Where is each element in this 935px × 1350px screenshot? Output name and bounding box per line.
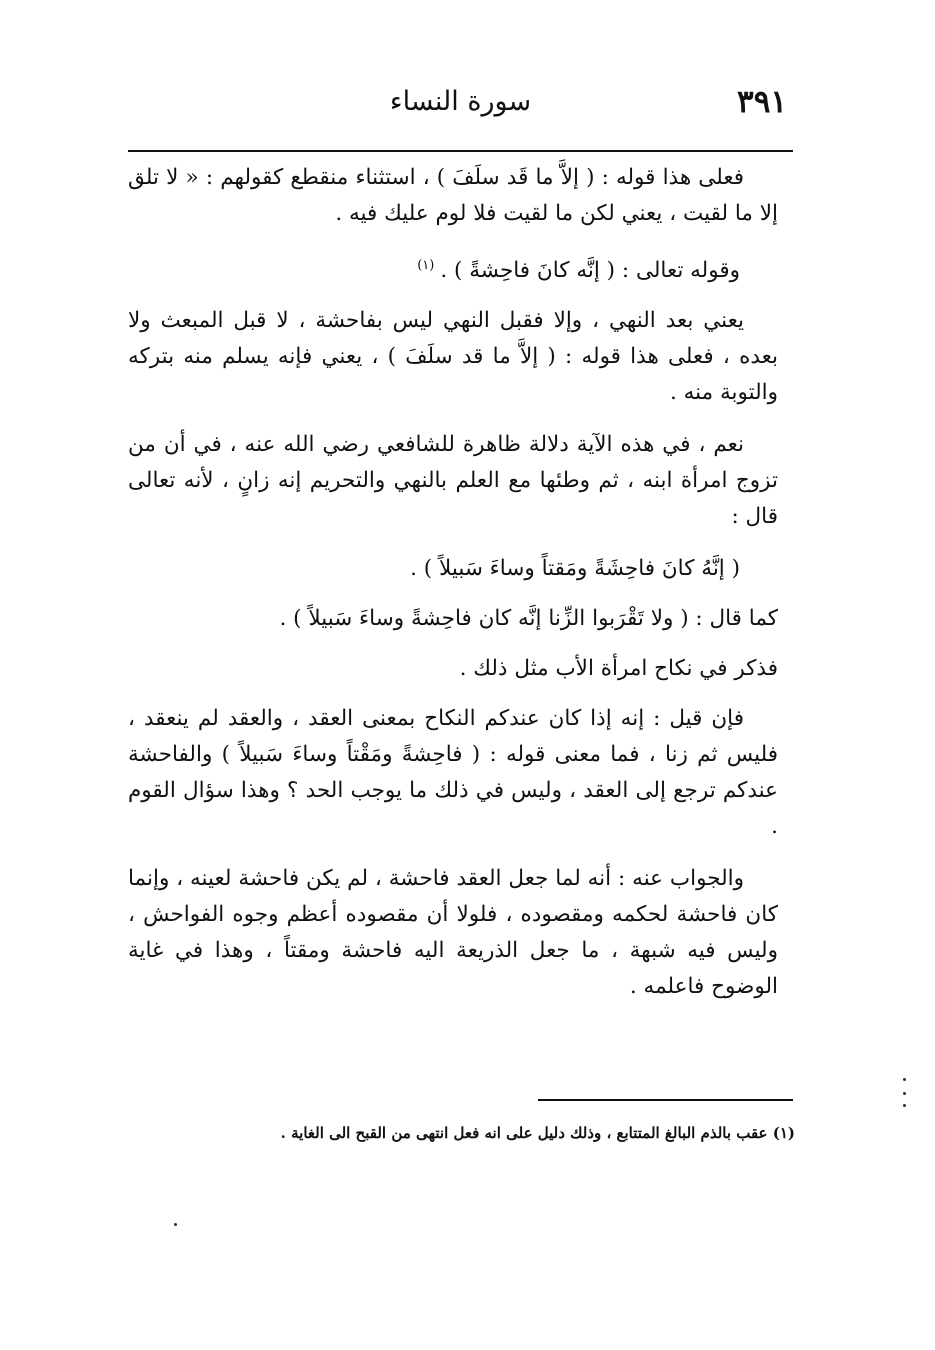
paragraph: يعني بعد النهي ، وإلا فقبل النهي ليس بفاحشة ، لا قبل المبعث ولا بعده ، فعلى هذا قوله : ( إلاَّ ما قد سلَفَ ) ، يعني فإنه يسلم منه بتركه والتوبة منه . <box>128 308 778 406</box>
verse-text: وقوله تعالى : ( إنَّه كانَ فاحِشةً ) . <box>440 258 740 284</box>
quoted-verse: ( إنَّهُ كانَ فاحِشَةً ومَقتاً وساءَ سَبيلاً ) . <box>410 556 740 582</box>
paragraph: فذكر في نكاح امرأة الأب مثل ذلك . <box>459 656 778 682</box>
page-body <box>128 160 778 1021</box>
footnote-marker: (١) <box>417 258 435 273</box>
page-number: ٣٩١ <box>737 84 787 120</box>
scan-speck <box>903 1078 906 1081</box>
paragraph: والجواب عنه : أنه لما جعل العقد فاحشة ، لم يكن فاحشة لعينه ، وإنما كان فاحشة لحكمه ومقصوده ، فلولا أن مقصوده أعظم وجوه الفواحش ، وليس فيه شبهة ، ما جعل الذريعة اليه فاحشة ومقتاً ، وهذا في غاية الوضوح فاعلمه . <box>128 866 778 1000</box>
scan-speck <box>903 1104 906 1107</box>
quoted-verse: كما قال : ( ولا تَقْرَبوا الزِّنا إنَّه كان فاحِشةً وساءَ سَبيلاً ) . <box>279 606 778 632</box>
quoted-verse <box>128 248 778 289</box>
header-rule <box>128 150 793 152</box>
footnote: (١) عقب بالذم البالغ المتتابع ، وذلك دليل على انه فعل انتهى من القبح الى الغاية . <box>280 1124 795 1142</box>
footnote-rule <box>538 1099 793 1101</box>
paragraph: نعم ، في هذه الآية دلالة ظاهرة للشافعي رضي الله عنه ، في أن من تزوج امرأة ابنه ، ثم وطئها مع العلم بالنهي والتحريم إنه زانٍ ، لأنه تعالى قال : <box>128 432 778 530</box>
paragraph: فإن قيل : إنه إذا كان عندكم النكاح بمعنى العقد ، والعقد لم ينعقد ، فليس ثم زنا ، فما معنى قوله : ( فاحِشةً ومَقْتاً وساءَ سَبيلاً ) والفاحشة عندكم ترجع إلى العقد ، وليس في ذلك ما يوجب الحد ؟ وهذا سؤال القوم . <box>128 706 778 840</box>
page-header <box>128 80 793 140</box>
scan-speck <box>174 1223 177 1226</box>
paragraph: فعلى هذا قوله : ( إلاَّ ما قَد سلَفَ ) ، استثناء منقطع كقولهم : « لا تلق إلا ما لقيت ، يعني لكن ما لقيت فلا لوم عليك فيه . <box>128 165 778 226</box>
surah-title: سورة النساء <box>389 86 532 117</box>
scan-speck <box>903 1092 906 1095</box>
